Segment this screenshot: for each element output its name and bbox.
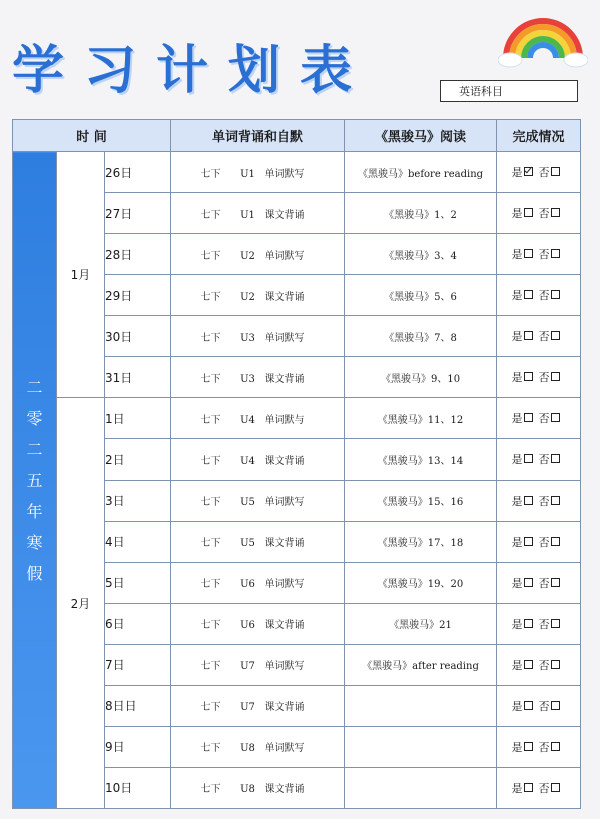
month-label: 1月	[70, 268, 91, 283]
status-cell	[497, 275, 581, 316]
grade-text: 七下	[200, 209, 221, 221]
yes-label: 是	[511, 207, 523, 221]
no-checkbox[interactable]	[551, 578, 560, 587]
no-checkbox[interactable]	[551, 331, 560, 340]
status-cell	[497, 439, 581, 480]
vocab-cell	[171, 275, 345, 316]
status-cell	[497, 562, 581, 603]
header-reading: 《黑骏马》阅读	[345, 120, 497, 152]
status-cell	[497, 193, 581, 234]
reading-cell: 《黑骏马》3、4	[345, 234, 497, 275]
page-title: 学习计划表	[12, 41, 373, 101]
yes-checkbox[interactable]	[524, 783, 533, 792]
side-label-cell	[13, 152, 57, 809]
date-cell: 4日	[105, 521, 171, 562]
month-label: 2月	[70, 596, 91, 611]
task-text: 课文背诵	[264, 538, 305, 550]
task-text: 课文背诵	[264, 455, 305, 467]
no-label: 否	[538, 207, 550, 221]
yes-label: 是	[511, 453, 523, 467]
task-text: 单词默写	[264, 332, 305, 344]
grade-text: 七下	[200, 414, 221, 426]
date-cell: 28日	[105, 234, 171, 275]
grade-text: 七下	[200, 661, 221, 673]
vocab-cell	[171, 357, 345, 398]
vocab-cell	[171, 480, 345, 521]
date-cell: 31日	[105, 357, 171, 398]
status-cell	[497, 685, 581, 726]
task-text: 单词默与	[264, 414, 305, 426]
reading-cell: 《黑骏马》9、10	[345, 357, 497, 398]
grade-text: 七下	[200, 743, 221, 755]
table-header-row	[13, 120, 581, 152]
task-text: 课文背诵	[264, 373, 305, 385]
reading-cell: 《黑骏马》5、6	[345, 275, 497, 316]
yes-label: 是	[511, 248, 523, 262]
header-vocab: 单词背诵和自默	[171, 120, 345, 152]
no-label: 否	[538, 699, 550, 713]
grade-text: 七下	[200, 291, 221, 303]
reading-cell: 《黑骏马》17、18	[345, 521, 497, 562]
task-text: 单词默写	[264, 579, 305, 591]
no-checkbox[interactable]	[551, 413, 560, 422]
grade-text: 七下	[200, 702, 221, 714]
status-cell	[497, 357, 581, 398]
vocab-cell	[171, 234, 345, 275]
no-checkbox[interactable]	[551, 742, 560, 751]
yes-label: 是	[511, 330, 523, 344]
unit-text: U7	[240, 702, 255, 714]
no-label: 否	[538, 289, 550, 303]
grade-text: 七下	[200, 332, 221, 344]
date-cell: 30日	[105, 316, 171, 357]
task-text: 单词默写	[264, 497, 305, 509]
no-checkbox[interactable]	[551, 537, 560, 546]
reading-cell: 《黑骏马》1、2	[345, 193, 497, 234]
no-label: 否	[538, 535, 550, 549]
grade-text: 七下	[200, 168, 221, 180]
date-cell: 10日	[105, 767, 171, 808]
status-cell	[497, 398, 581, 439]
no-label: 否	[538, 617, 550, 631]
no-label: 否	[538, 658, 550, 672]
vocab-cell	[171, 644, 345, 685]
rainbow-icon	[498, 18, 588, 68]
reading-cell: 《黑骏马》15、16	[345, 480, 497, 521]
vocab-cell	[171, 316, 345, 357]
reading-cell	[345, 767, 497, 808]
unit-text: U1	[240, 209, 255, 221]
yes-checkbox[interactable]	[524, 372, 533, 381]
yes-label: 是	[511, 699, 523, 713]
reading-cell: 《黑骏马》before reading	[345, 152, 497, 193]
vocab-cell	[171, 603, 345, 644]
no-label: 否	[538, 781, 550, 795]
unit-text: U3	[240, 373, 255, 385]
yes-label: 是	[511, 576, 523, 590]
vocab-cell	[171, 562, 345, 603]
yes-label: 是	[511, 658, 523, 672]
status-cell	[497, 603, 581, 644]
date-cell: 3日	[105, 480, 171, 521]
vocab-cell	[171, 439, 345, 480]
status-cell	[497, 316, 581, 357]
yes-label: 是	[511, 494, 523, 508]
no-checkbox[interactable]	[551, 454, 560, 463]
status-cell	[497, 726, 581, 767]
side-label: 二零二五年寒假	[26, 377, 43, 583]
unit-text: U2	[240, 291, 255, 303]
date-cell: 26日	[105, 152, 171, 193]
vocab-cell	[171, 521, 345, 562]
yes-checkbox[interactable]	[524, 578, 533, 587]
yes-checkbox[interactable]	[524, 619, 533, 628]
yes-label: 是	[511, 289, 523, 303]
vocab-cell	[171, 726, 345, 767]
reading-cell: 《黑骏马》21	[345, 603, 497, 644]
task-text: 课文背诵	[264, 209, 305, 221]
no-checkbox[interactable]	[551, 167, 560, 176]
task-text: 单词默写	[264, 250, 305, 262]
task-text: 课文背诵	[264, 784, 305, 796]
reading-cell: 《黑骏马》11、12	[345, 398, 497, 439]
yes-checkbox[interactable]	[524, 537, 533, 546]
no-checkbox[interactable]	[551, 660, 560, 669]
vocab-cell	[171, 193, 345, 234]
date-cell: 7日	[105, 644, 171, 685]
no-label: 否	[538, 576, 550, 590]
yes-label: 是	[511, 617, 523, 631]
unit-text: U8	[240, 784, 255, 796]
unit-text: U1	[240, 168, 255, 180]
status-cell	[497, 644, 581, 685]
yes-checkbox[interactable]	[524, 249, 533, 258]
date-cell: 1日	[105, 398, 171, 439]
task-text: 课文背诵	[264, 291, 305, 303]
date-cell: 29日	[105, 275, 171, 316]
grade-text: 七下	[200, 373, 221, 385]
status-cell	[497, 480, 581, 521]
unit-text: U2	[240, 250, 255, 262]
date-cell: 27日	[105, 193, 171, 234]
grade-text: 七下	[200, 579, 221, 591]
date-cell: 6日	[105, 603, 171, 644]
reading-cell: 《黑骏马》13、14	[345, 439, 497, 480]
grade-text: 七下	[200, 620, 221, 632]
yes-checkbox[interactable]	[524, 742, 533, 751]
unit-text: U8	[240, 743, 255, 755]
task-text: 单词默写	[264, 743, 305, 755]
grade-text: 七下	[200, 250, 221, 262]
unit-text: U4	[240, 455, 255, 467]
no-checkbox[interactable]	[551, 701, 560, 710]
date-cell: 8日日	[105, 685, 171, 726]
no-label: 否	[538, 494, 550, 508]
yes-label: 是	[511, 781, 523, 795]
unit-text: U7	[240, 661, 255, 673]
reading-cell	[345, 685, 497, 726]
yes-label: 是	[511, 166, 523, 180]
unit-text: U6	[240, 620, 255, 632]
status-cell	[497, 767, 581, 808]
grade-text: 七下	[200, 455, 221, 467]
task-text: 课文背诵	[264, 702, 305, 714]
no-label: 否	[538, 453, 550, 467]
table-row	[13, 152, 581, 193]
yes-label: 是	[511, 535, 523, 549]
no-checkbox[interactable]	[551, 290, 560, 299]
date-cell: 5日	[105, 562, 171, 603]
unit-text: U5	[240, 497, 255, 509]
no-label: 否	[538, 412, 550, 426]
no-checkbox[interactable]	[551, 249, 560, 258]
status-cell	[497, 234, 581, 275]
vocab-cell	[171, 685, 345, 726]
status-cell	[497, 521, 581, 562]
plan-table	[12, 119, 581, 809]
no-label: 否	[538, 371, 550, 385]
grade-text: 七下	[200, 497, 221, 509]
unit-text: U3	[240, 332, 255, 344]
no-checkbox[interactable]	[551, 372, 560, 381]
no-checkbox[interactable]	[551, 496, 560, 505]
no-checkbox[interactable]	[551, 619, 560, 628]
date-cell: 2日	[105, 439, 171, 480]
vocab-cell	[171, 152, 345, 193]
reading-cell	[345, 726, 497, 767]
task-text: 课文背诵	[264, 620, 305, 632]
no-checkbox[interactable]	[551, 783, 560, 792]
date-cell: 9日	[105, 726, 171, 767]
vocab-cell	[171, 767, 345, 808]
reading-cell: 《黑骏马》19、20	[345, 562, 497, 603]
header-time: 时 间	[13, 120, 171, 152]
unit-text: U4	[240, 414, 255, 426]
month-cell	[57, 398, 105, 809]
yes-label: 是	[511, 412, 523, 426]
no-checkbox[interactable]	[551, 208, 560, 217]
yes-checkbox[interactable]	[524, 167, 533, 176]
task-text: 单词默写	[264, 168, 305, 180]
yes-label: 是	[511, 740, 523, 754]
unit-text: U5	[240, 538, 255, 550]
yes-checkbox[interactable]	[524, 454, 533, 463]
vocab-cell	[171, 398, 345, 439]
yes-checkbox[interactable]	[524, 331, 533, 340]
yes-checkbox[interactable]	[524, 208, 533, 217]
no-label: 否	[538, 248, 550, 262]
no-label: 否	[538, 740, 550, 754]
subject-field[interactable]: 英语科目	[440, 80, 578, 102]
grade-text: 七下	[200, 538, 221, 550]
yes-label: 是	[511, 371, 523, 385]
task-text: 单词默写	[264, 661, 305, 673]
grade-text: 七下	[200, 784, 221, 796]
yes-checkbox[interactable]	[524, 660, 533, 669]
no-label: 否	[538, 330, 550, 344]
yes-checkbox[interactable]	[524, 496, 533, 505]
no-label: 否	[538, 166, 550, 180]
month-cell	[57, 152, 105, 398]
yes-checkbox[interactable]	[524, 290, 533, 299]
yes-checkbox[interactable]	[524, 701, 533, 710]
reading-cell: 《黑骏马》7、8	[345, 316, 497, 357]
yes-checkbox[interactable]	[524, 413, 533, 422]
header-status: 完成情况	[497, 120, 581, 152]
unit-text: U6	[240, 579, 255, 591]
table-row	[13, 398, 581, 439]
reading-cell: 《黑骏马》after reading	[345, 644, 497, 685]
status-cell	[497, 152, 581, 193]
